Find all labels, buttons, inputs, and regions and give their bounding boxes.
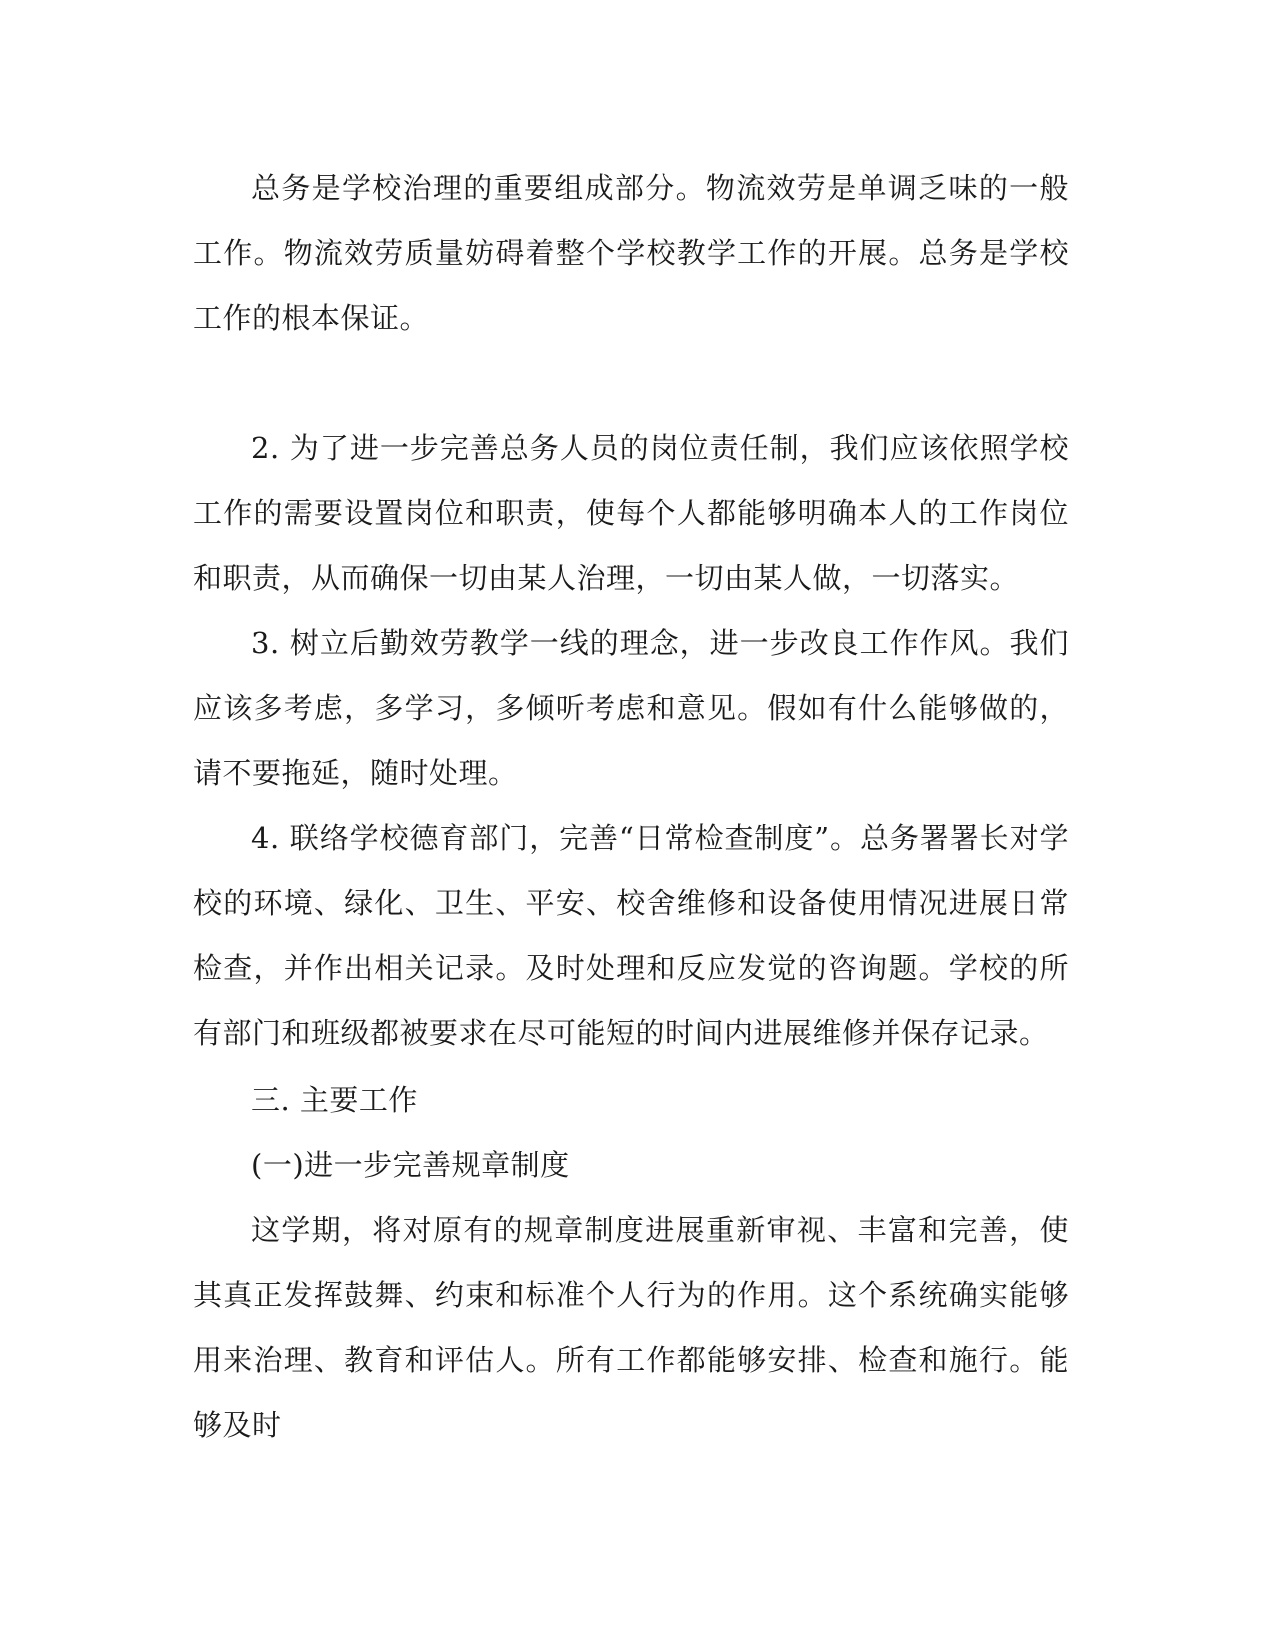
paragraph-general-affairs-intro: 总务是学校治理的重要组成部分。物流效劳是单调乏味的一般工作。物流效劳质量妨碍着整个学校教学工作的开展。总务是学校工作的根本保证。 [193,171,1069,335]
paragraph-item-3: 3. 树立后勤效劳教学一线的理念，进一步改良工作作风。我们应该多考虑，多学习，多倾听考虑和意见。假如有什么能够做的，请不要拖延，随时处理。 [193,626,1069,790]
paragraph-rules-detail: 这学期，将对原有的规章制度进展重新审视、丰富和完善，使其真正发挥鼓舞、约束和标准个人行为的作用。这个系统确实能够用来治理、教育和评估人。所有工作都能够安排、检查和施行。能够及时 [193,1213,1069,1442]
subsection-heading-rules: (一)进一步完善规章制度 [251,1148,570,1182]
paragraph-item-2: 2. 为了进一步完善总务人员的岗位责任制，我们应该依照学校工作的需要设置岗位和职责，使每个人都能够明确本人的工作岗位和职责，从而确保一切由某人治理，一切由某人做，一切落实。 [193,431,1069,595]
section-heading-main-work: 三. 主要工作 [251,1083,418,1117]
paragraph-item-4: 4. 联络学校德育部门，完善“日常检查制度”。总务署署长对学校的环境、绿化、卫生、平安、校舍维修和设备使用情况进展日常检查，并作出相关记录。及时处理和反应发觉的咨询题。学校的所有部门和班级都被要求在尽可能短的时间内进展维修并保存记录。 [193,821,1069,1050]
